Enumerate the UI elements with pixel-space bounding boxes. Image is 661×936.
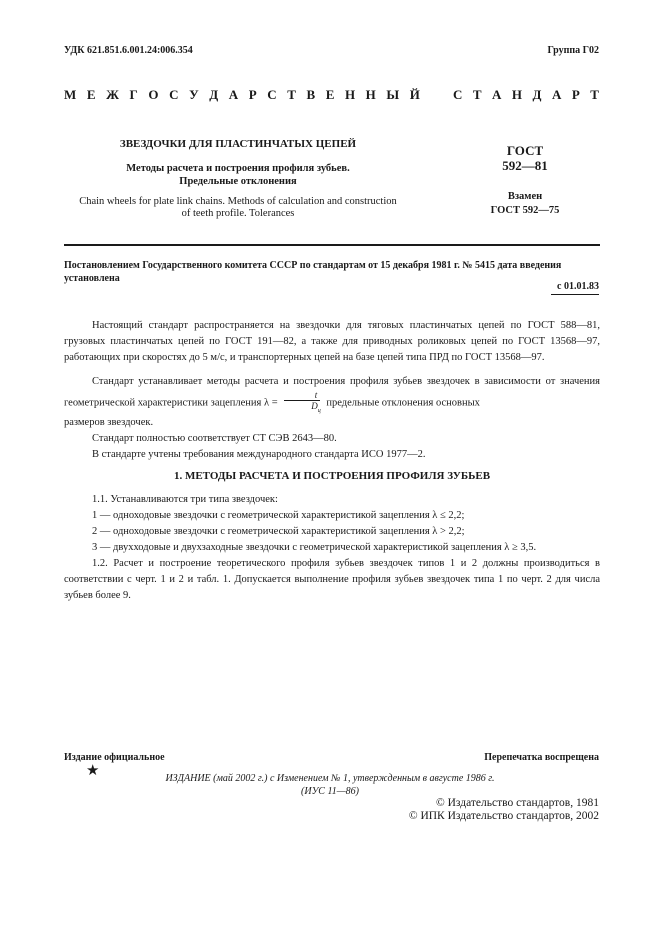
banner-letter: Н: [511, 87, 523, 102]
paragraph-scope: Настоящий стандарт распространяется на звездочки для тяговых пластинчатых цепей по ГОСТ 588—81, грузовых пластинчатых цепей по ГОСТ 191—82, а также для приводных роликовых цепей по ГОСТ 13568—97, работающих при скоростях до 5 м/с, и транспортерных цепей на базе цепей типа ПРД по ГОСТ 13568—97.: [64, 320, 600, 363]
banner-letter: Т: [472, 87, 482, 102]
gost-number: 592—81: [502, 158, 548, 173]
banner-letter: Н: [344, 87, 356, 102]
replaces-block: [470, 190, 580, 218]
decree-text: Постановлением Государственного комитета СССР по стандартам от 15 декабря 1981 г. № 5415 дата введения установлена: [64, 260, 562, 284]
banner-letter: О: [148, 87, 159, 102]
effective-date-underline: [551, 294, 599, 295]
banner-letter: С: [169, 87, 179, 102]
group-code: Группа Г02: [547, 45, 599, 56]
paragraph-iso: В стандарте учтены требования международного стандарта ИСО 1977—2.: [92, 449, 426, 460]
type-2-item: 2 — одноходовые звездочки с геометрической характеристикой зацепления λ > 2,2;: [92, 526, 465, 537]
subtitle-line-1: Методы расчета и построения профиля зубьев.: [126, 163, 350, 174]
banner-letter: В: [306, 87, 316, 102]
lambda-fraction: [283, 390, 321, 416]
clause-1-1: 1.1. Устанавливаются три типа звездочек:: [92, 494, 278, 505]
banner-letter: Т: [287, 87, 296, 102]
replaces-label: Взамен: [507, 191, 543, 202]
clause-1-2: 1.2. Расчет и построение теоретического профиля зубьев звездочек типов 1 и 2 должны производиться в соответствии с черт. 1 и 2 и табл. 1. Допускается выполнение профиля зубьев звездочек типа 1 по черт. 2 для числа зубьев более 9.: [64, 558, 600, 601]
banner-letter: М: [64, 87, 77, 102]
paragraph-methods-continuation: размеров звездочек.: [64, 417, 154, 428]
effective-date: с 01.01.83: [557, 281, 599, 292]
standard-banner: [64, 87, 599, 103]
banner-letter: А: [228, 87, 239, 102]
banner-word-interstate: [64, 87, 420, 103]
edition-note: [140, 772, 520, 798]
banner-letter: С: [267, 87, 277, 102]
subtitle-line-2: Предельные отклонения: [179, 176, 297, 187]
banner-letter: У: [189, 87, 199, 102]
gost-label: ГОСТ: [506, 143, 544, 158]
section-heading: 1. МЕТОДЫ РАСЧЕТА И ПОСТРОЕНИЯ ПРОФИЛЯ ЗУБЬЕВ: [173, 470, 491, 482]
type-1-item: 1 — одноходовые звездочки с геометрической характеристикой зацепления λ ≤ 2,2;: [92, 510, 465, 521]
fraction-numerator: t: [284, 390, 321, 401]
type-3-item: 3 — двухходовые и двухзаходные звездочки с геометрической характеристикой зацепления λ ≥ 3,5.: [92, 542, 537, 553]
banner-letter: Ж: [106, 87, 119, 102]
banner-letter: Е: [86, 87, 96, 102]
paragraph-methods-end: предельные отклонения основных: [326, 397, 480, 409]
banner-letter: Н: [365, 87, 376, 102]
banner-letter: А: [551, 87, 562, 102]
english-title-line-2: of teeth profile. Tolerances: [181, 208, 295, 219]
banner-letter: Р: [248, 87, 257, 102]
star-icon: ★: [86, 763, 100, 779]
banner-letter: Ы: [386, 87, 400, 102]
official-edition-label: Издание официальное: [64, 752, 165, 763]
banner-letter: Д: [532, 87, 542, 102]
udk-code: УДК 621.851.6.001.24:006.354: [64, 45, 193, 56]
fraction-denominator: $D_ц$: [311, 401, 321, 414]
header-divider: [64, 244, 600, 246]
copyright-1: © Издательство стандартов, 1981: [435, 797, 599, 809]
banner-letter: Й: [409, 87, 420, 102]
paragraph-methods-start: Стандарт устанавливает методы расчета и построения профиля зубьев звездочек в зависимости от значения геометрической характеристики зацепления λ =: [64, 376, 600, 409]
banner-letter: Д: [209, 87, 219, 102]
gost-designation: [470, 143, 580, 173]
document-title: ЗВЕЗДОЧКИ ДЛЯ ПЛАСТИНЧАТЫХ ЦЕПЕЙ: [119, 138, 357, 150]
banner-letter: Г: [129, 87, 138, 102]
paragraph-cmea: Стандарт полностью соответствует СТ СЭВ 2643—80.: [92, 433, 337, 444]
banner-word-standard: [453, 87, 599, 103]
edition-line-1: ИЗДАНИЕ (май 2002 г.) с Изменением № 1, утвержденным в августе 1986 г.: [165, 773, 495, 784]
document-subtitle: [64, 162, 412, 188]
banner-letter: Р: [571, 87, 580, 102]
replaces-number: ГОСТ 592—75: [490, 205, 560, 216]
reprint-prohibited-label: Перепечатка воспрещена: [484, 752, 599, 763]
banner-letter: С: [453, 87, 463, 102]
english-title-line-1: Chain wheels for plate link chains. Methods of calculation and construction: [79, 196, 397, 207]
english-title: [64, 196, 412, 220]
paragraph-methods: [64, 374, 600, 416]
copyright-2: © ИПК Издательство стандартов, 2002: [408, 810, 599, 822]
section-content: [64, 492, 600, 604]
banner-letter: Е: [325, 87, 335, 102]
banner-letter: А: [492, 87, 502, 102]
banner-letter: Т: [590, 87, 599, 102]
edition-line-2: (ИУС 11—86): [301, 786, 359, 797]
